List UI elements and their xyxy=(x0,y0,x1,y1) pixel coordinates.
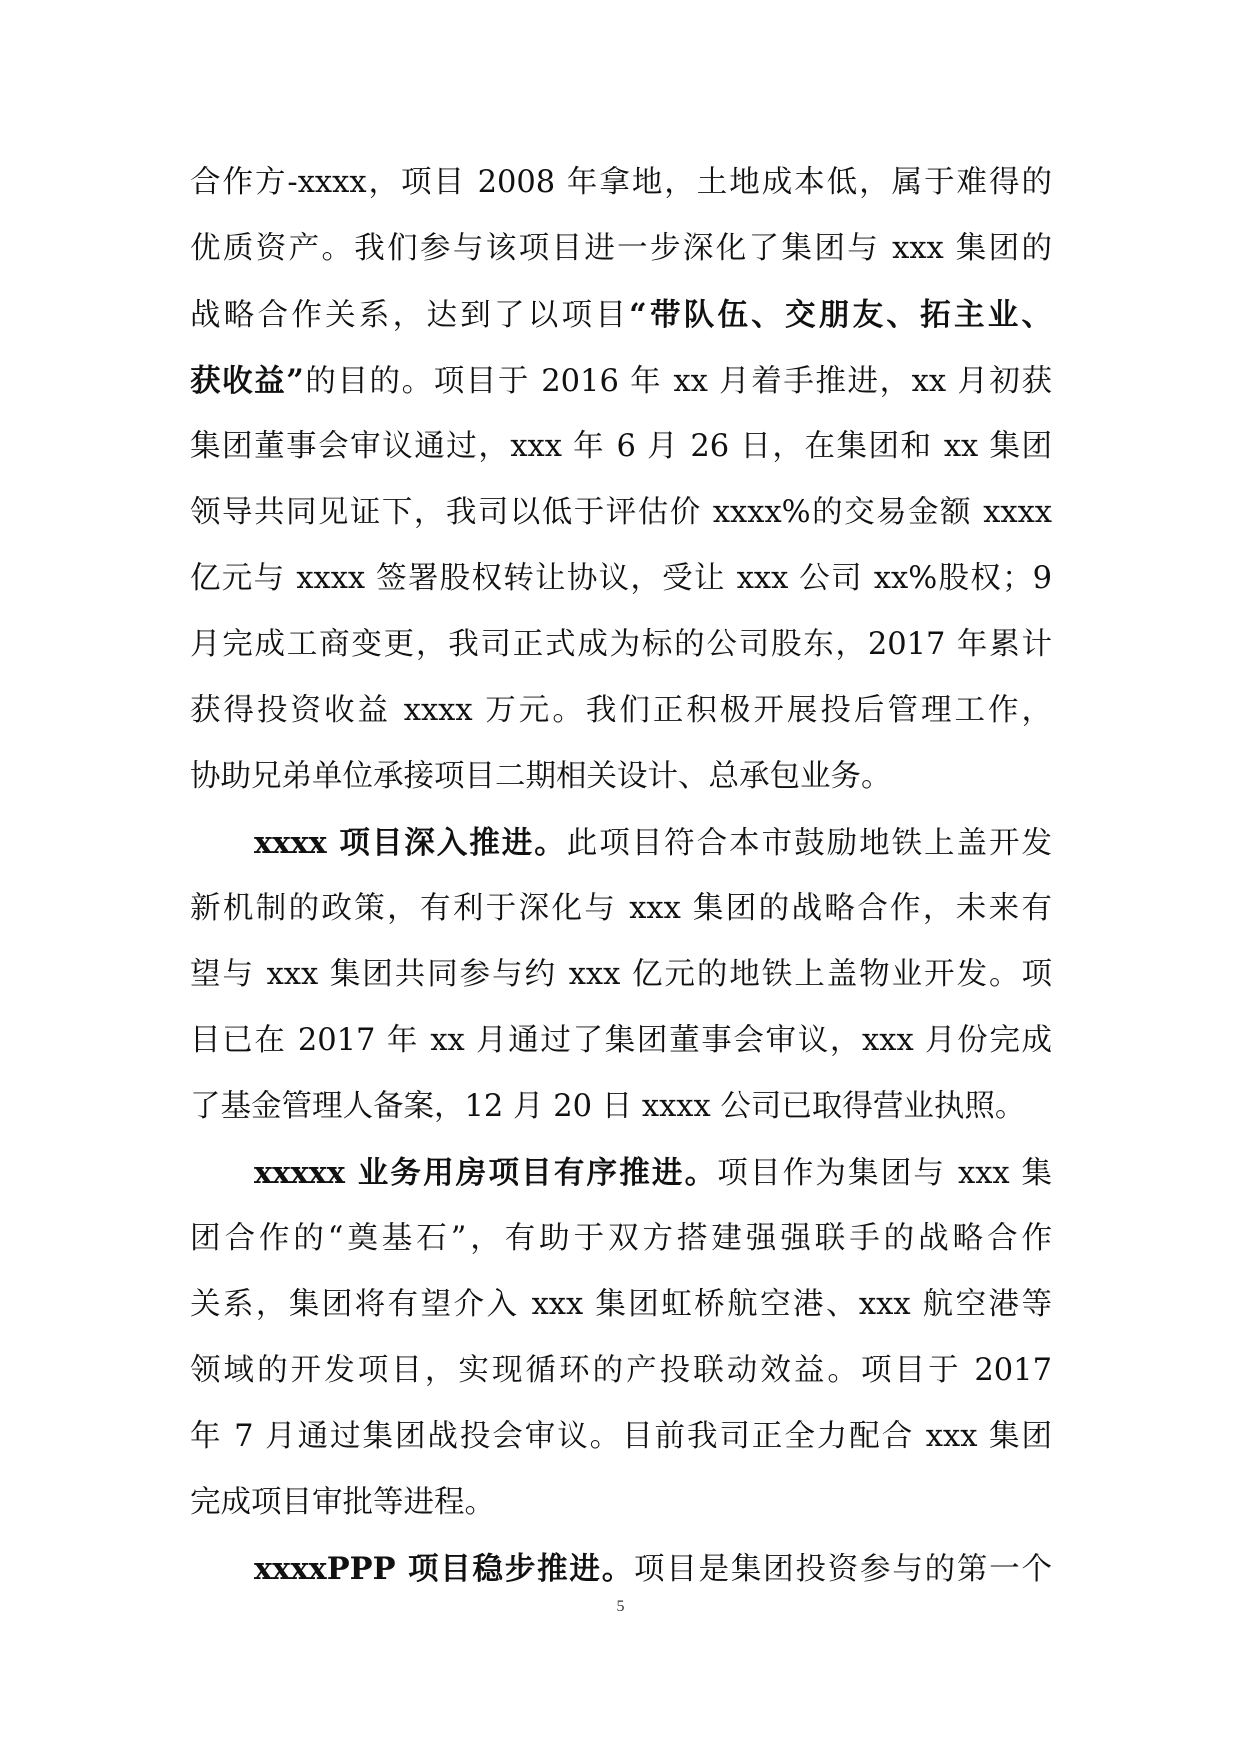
text-run: 项目是集团投资参与的第一个 xyxy=(634,1552,1052,1587)
text-run: 获得投资收益 xxxx 万元。我们正积极开展投后管理工作， xyxy=(190,693,1052,728)
text-run: 目已在 2017 年 xx 月通过了集团董事会审议，xxx 月份完成 xyxy=(190,1023,1052,1058)
text-run: 的目的。项目于 2016 年 xx 月着手推进，xx 月初获 xyxy=(303,364,1052,399)
text-line xyxy=(190,876,1052,942)
text-line xyxy=(190,1140,1052,1206)
text-run: 领域的开发项目，实现循环的产投联动效益。项目于 2017 xyxy=(190,1353,1052,1388)
text-run: 集团董事会审议通过，xxx 年 6 月 26 日，在集团和 xx 集团 xyxy=(190,429,1052,464)
paragraph-heading: xxxxPPP 项目稳步推进。 xyxy=(254,1551,634,1587)
page-number: 5 xyxy=(616,1598,625,1615)
text-run: 项目作为集团与 xxx 集 xyxy=(717,1156,1052,1191)
text-run: 关系，集团将有望介入 xxx 集团虹桥航空港、xxx 航空港等 xyxy=(190,1287,1052,1322)
text-line xyxy=(190,1404,1052,1470)
text-line xyxy=(190,810,1052,876)
text-line xyxy=(190,942,1052,1008)
text-line xyxy=(190,216,1052,282)
text-line xyxy=(190,150,1052,216)
text-run: 了基金管理人备案，12 月 20 日 xxxx 公司已取得营业执照。 xyxy=(190,1089,1026,1124)
text-run: 团合作的“奠基石”，有助于双方搭建强强联手的战略合作 xyxy=(190,1221,1052,1256)
text-run: 协助兄弟单位承接项目二期相关设计、总承包业务。 xyxy=(190,759,892,794)
paragraph-4 xyxy=(190,1536,1052,1602)
text-run: 月完成工商变更，我司正式成为标的公司股东，2017 年累计 xyxy=(190,627,1052,662)
paragraph-1 xyxy=(190,150,1052,810)
paragraph-heading: xxxxx 业务用房项目有序推进。 xyxy=(254,1155,718,1191)
text-line xyxy=(190,480,1052,546)
text-line xyxy=(190,1272,1052,1338)
text-line xyxy=(190,612,1052,678)
text-run: 年 7 月通过集团战投会审议。目前我司正全力配合 xxx 集团 xyxy=(190,1419,1052,1454)
paragraph-2 xyxy=(190,810,1052,1140)
text-run: 亿元与 xxxx 签署股权转让协议，受让 xxx 公司 xx%股权；9 xyxy=(190,561,1052,596)
text-line xyxy=(190,1074,1052,1140)
text-line xyxy=(190,1206,1052,1272)
text-run: 望与 xxx 集团共同参与约 xxx 亿元的地铁上盖物业开发。项 xyxy=(190,957,1052,992)
text-line xyxy=(190,348,1052,414)
document-body xyxy=(190,150,1052,1602)
text-line xyxy=(190,546,1052,612)
text-run: 合作方-xxxx，项目 2008 年拿地，土地成本低，属于难得的 xyxy=(190,165,1052,200)
text-run: 新机制的政策，有利于深化与 xxx 集团的战略合作，未来有 xyxy=(190,891,1052,926)
text-line xyxy=(190,1338,1052,1404)
text-run: 完成项目审批等进程。 xyxy=(190,1485,495,1520)
paragraph-heading: xxxx 项目深入推进。 xyxy=(254,825,567,861)
bold-text-run: “带队伍、交朋友、拓主业、 xyxy=(629,297,1053,333)
text-line xyxy=(190,1008,1052,1074)
text-run: 领导共同见证下，我司以低于评估价 xxxx%的交易金额 xxxx xyxy=(190,495,1052,530)
text-line xyxy=(190,1470,1052,1536)
text-line xyxy=(190,282,1052,348)
bold-text-run: 获收益” xyxy=(190,363,304,399)
text-line xyxy=(190,744,1052,810)
text-line xyxy=(190,1536,1052,1602)
paragraph-3 xyxy=(190,1140,1052,1536)
text-line xyxy=(190,678,1052,744)
text-line xyxy=(190,414,1052,480)
text-run: 优质资产。我们参与该项目进一步深化了集团与 xxx 集团的 xyxy=(190,231,1052,266)
text-run: 此项目符合本市鼓励地铁上盖开发 xyxy=(566,826,1053,861)
text-run: 战略合作关系，达到了以项目 xyxy=(190,298,630,333)
